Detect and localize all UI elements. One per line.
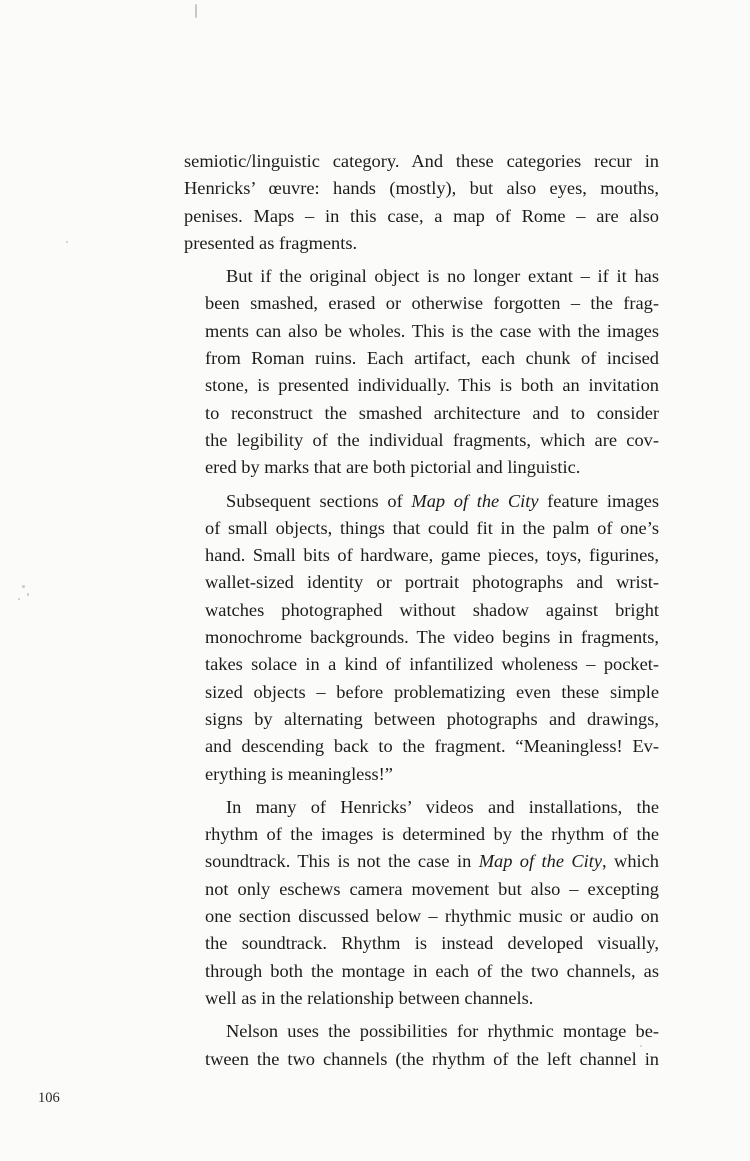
text-line: Nelson uses the possibilities for rhythmic montage be- — [226, 1021, 659, 1042]
text-line: hand. Small bits of hardware, game pieces, toys, figurines, — [205, 545, 659, 566]
text-line: stone, is presented individually. This is both an invitation — [205, 375, 659, 396]
text-line: Henricks’ œuvre: hands (mostly), but also eyes, mouths, — [184, 178, 659, 199]
text-line: semiotic/linguistic category. And these categories recur in — [184, 151, 659, 171]
text-line: wallet-sized identity or portrait photographs and wrist- — [205, 572, 659, 593]
text-line: Subsequent sections of Map of the City feature images — [226, 490, 659, 511]
text-line: presented as fragments. — [184, 232, 358, 253]
text-line: But if the original object is no longer extant – if it has — [226, 266, 659, 287]
text-line: sized objects – before problematizing even these simple — [205, 681, 659, 702]
text-line: one section discussed below – rhythmic music or audio on — [205, 906, 659, 927]
page-number: 106 — [38, 1090, 60, 1106]
text-line: erything is meaningless!” — [205, 763, 393, 784]
paragraph — [184, 488, 659, 788]
paper-speck — [66, 241, 68, 243]
paper-speck — [195, 4, 197, 18]
paper-speck — [18, 598, 20, 600]
paragraph — [184, 1018, 659, 1073]
paper-speck — [22, 585, 25, 588]
paper-speck — [27, 593, 29, 596]
text-line: signs by alternating between photographs and drawings, — [205, 708, 659, 729]
text-line: through both the montage in each of the two channels, as — [205, 960, 659, 981]
text-line: penises. Maps – in this case, a map of Rome – are also — [184, 205, 659, 226]
paragraph — [184, 794, 659, 1012]
paragraph — [184, 263, 659, 481]
text-line: not only eschews camera movement but also – excepting — [205, 878, 659, 899]
text-line: to reconstruct the smashed architecture and to consider — [205, 402, 659, 423]
text-line: ered by marks that are both pictorial and linguistic. — [205, 457, 581, 478]
paragraph — [184, 148, 659, 257]
text-line: from Roman ruins. Each artifact, each chunk of incised — [205, 348, 659, 369]
text-line: monochrome backgrounds. The video begins in fragments, — [205, 627, 659, 648]
text-line: ments can also be wholes. This is the case with the images — [205, 320, 659, 341]
text-line: well as in the relationship between channels. — [205, 987, 534, 1008]
text-line: and descending back to the fragment. “Meaningless! Ev- — [205, 736, 659, 757]
text-line: tween the two channels (the rhythm of the left channel in — [205, 1048, 659, 1069]
text-line: been smashed, erased or otherwise forgotten – the frag- — [205, 293, 659, 314]
text-line: the legibility of the individual fragments, which are cov- — [205, 429, 659, 450]
text-line: rhythm of the images is determined by the rhythm of the — [205, 824, 659, 845]
text-line: takes solace in a kind of infantilized wholeness – pocket- — [205, 654, 659, 675]
text-line: watches photographed without shadow against bright — [205, 599, 659, 620]
text-line: the soundtrack. Rhythm is instead developed visually, — [205, 933, 659, 954]
text-line: soundtrack. This is not the case in Map of the City, which — [205, 851, 659, 872]
body-text — [184, 148, 659, 1073]
text-line: In many of Henricks’ videos and installations, the — [226, 796, 659, 817]
text-line: of small objects, things that could fit in the palm of one’s — [205, 517, 659, 538]
